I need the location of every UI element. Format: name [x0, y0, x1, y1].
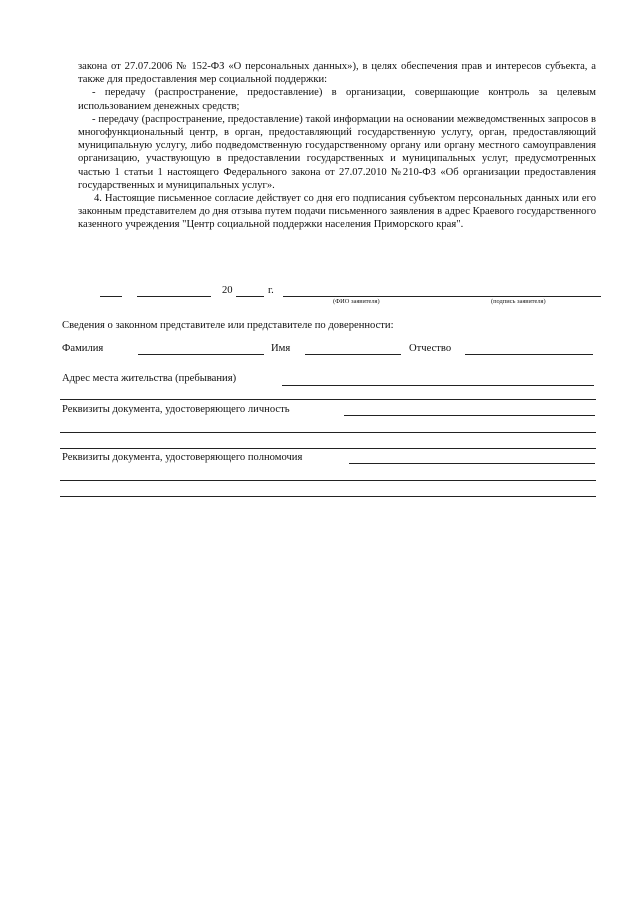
- month-blank-line: [137, 296, 211, 297]
- year-suffix: г.: [268, 285, 274, 296]
- year-blank-line: [236, 296, 264, 297]
- surname-line: [138, 354, 264, 355]
- representative-heading: Сведения о законном представителе или представителе по доверенности:: [62, 320, 394, 331]
- year-prefix: 20: [222, 285, 233, 296]
- surname-label: Фамилия: [62, 343, 104, 354]
- patronymic-label: Отчество: [409, 343, 452, 354]
- address-extra-line: [60, 399, 596, 400]
- name-line: [305, 354, 401, 355]
- fio-caption: (ФИО заявителя): [333, 298, 380, 305]
- address-label: Адрес места жительства (пребывания): [62, 373, 237, 384]
- day-blank-line: [100, 296, 122, 297]
- name-label: Имя: [271, 343, 291, 354]
- fio-signature-line: [283, 296, 601, 297]
- paragraph-transfer-interagency: - передачу (распространение, предоставление) такой информации на основании межведомственных запросов в многофункциональный центр, в орган, предоставляющий государственную услугу, орган, предоставляющий муниципальную услугу, либо подведомственную государственному органу или органу местного самоуправления организацию, участвующую в предоставлении государственных и муниципальных услуг, предусмотренных частью 1 статьи 1 настоящего Федерального закона от 27.07.2010 №210-ФЗ «Об организации предоставления государственных и муниципальных услуг».: [78, 113, 596, 191]
- id-document-extra-line-2: [60, 448, 596, 449]
- id-document-extra-line: [60, 432, 596, 433]
- paragraph-law-reference: закона от 27.07.2006 № 152-ФЗ «О персональных данных»), в целях обеспечения прав и интересов субъекта, а также для предоставления мер социальной поддержки:: [78, 61, 596, 86]
- paragraph-transfer-control: - передачу (распространение, предоставление) в организации, совершающие контроль за целевым использованием денежных средств;: [78, 87, 596, 112]
- patronymic-line: [465, 354, 593, 355]
- paragraph-validity: 4. Настоящие письменное согласие действует со дня его подписания субъектом персональных данных или его законным представителем до дня отзыва путем подачи письменного заявления в адрес Краевого государственного казенного учреждения "Центр социальной поддержки населения Приморского края".: [78, 193, 596, 231]
- consent-text: [78, 60, 596, 232]
- address-line: [282, 385, 594, 386]
- signature-caption: (подпись заявителя): [491, 298, 546, 305]
- authority-document-extra-line-2: [60, 496, 596, 497]
- authority-document-line: [349, 463, 595, 464]
- authority-document-label: Реквизиты документа, удостоверяющего полномочия: [62, 452, 303, 463]
- id-document-label: Реквизиты документа, удостоверяющего личность: [62, 404, 290, 415]
- id-document-line: [344, 415, 595, 416]
- authority-document-extra-line: [60, 480, 596, 481]
